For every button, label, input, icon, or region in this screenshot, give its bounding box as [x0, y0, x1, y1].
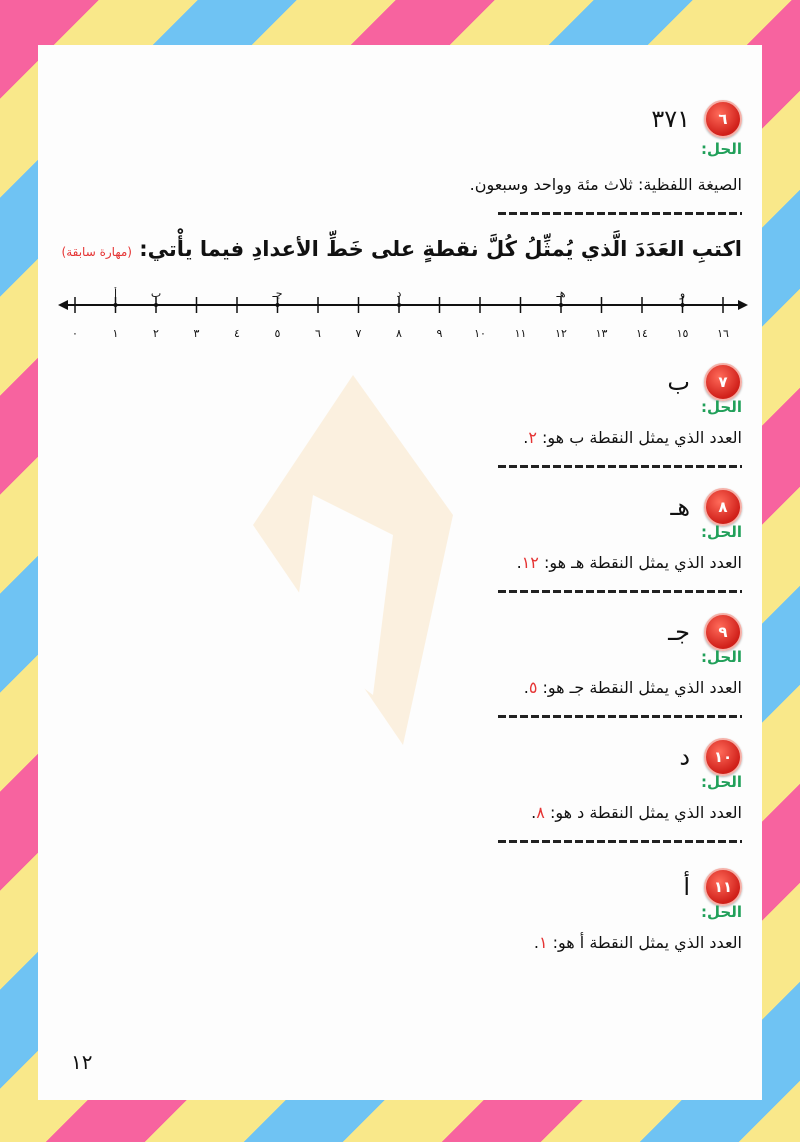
question-text: ب [667, 368, 690, 396]
instruction-text: اكتبِ العَدَدَ الَّذي يُمثِّلُ كُلَّ نقطةٍ على خَطِّ الأعدادِ فيما يأْتي: [139, 237, 742, 261]
point-label: جـ [272, 287, 283, 300]
answer-text [531, 803, 742, 822]
question-number-badge: ١٠ [704, 738, 742, 776]
dashed-separator [498, 840, 742, 843]
question-number-badge: ١١ [704, 868, 742, 906]
page-number: ١٢ [71, 1050, 93, 1074]
solution-label: الحل: [701, 648, 742, 666]
point-marker [559, 303, 563, 307]
skill-note: (مهارة سابقة) [61, 245, 132, 259]
question-text: جـ [668, 618, 690, 646]
answer-suffix: . [533, 933, 539, 952]
tick-label: ٦ [315, 327, 321, 340]
point-label: أ [113, 287, 118, 300]
answer-value: ٢ [528, 428, 537, 447]
dashed-separator [498, 465, 742, 468]
point-marker [681, 303, 685, 307]
point-marker [114, 303, 118, 307]
point-marker [276, 303, 280, 307]
tick-label: ٤ [234, 327, 240, 340]
answer-value: ١٢ [521, 553, 539, 572]
question-6-header [651, 100, 742, 138]
tick-label: ٠ [72, 327, 78, 340]
solution-label: الحل: [701, 903, 742, 921]
tick-label: ١٣ [595, 327, 608, 340]
answer-value: ٨ [536, 803, 545, 822]
answer-text [534, 933, 742, 952]
answer-prefix: العدد الذي يمثل النقطة أ هو: [552, 933, 742, 952]
answer-text [517, 553, 742, 572]
tick-label: ٩ [436, 327, 443, 340]
question-number-badge: ٨ [704, 488, 742, 526]
solution-label: الحل: [701, 523, 742, 541]
question-number-badge: ٧ [704, 363, 742, 401]
question-text: أ [683, 873, 690, 901]
question-7-header [667, 363, 742, 401]
tick-label: ٥ [274, 327, 281, 340]
question-8-header [670, 488, 742, 526]
answer-text [523, 428, 742, 447]
dashed-separator [498, 715, 742, 718]
point-marker [397, 303, 401, 307]
left-arrow-icon [58, 300, 68, 310]
answer-prefix: العدد الذي يمثل النقطة ب هو: [542, 428, 742, 447]
tick-label: ١ [112, 327, 119, 340]
tick-label: ٧ [355, 327, 362, 340]
question-text: ٣٧١ [651, 105, 690, 133]
tick-label: ١٤ [636, 327, 648, 340]
number-line [58, 287, 748, 347]
answer-text [524, 678, 742, 697]
answer-suffix: . [531, 803, 537, 822]
point-label: و [679, 287, 686, 300]
tick-label: ١٠ [474, 327, 486, 340]
question-number-badge: ٩ [704, 613, 742, 651]
tick-label: ١٢ [555, 327, 567, 340]
solution-label: الحل: [701, 140, 742, 158]
question-text: د [679, 743, 690, 771]
question-10-header [679, 738, 742, 776]
answer-prefix: العدد الذي يمثل النقطة جـ هو: [542, 678, 742, 697]
answer-prefix: العدد الذي يمثل النقطة د هو: [549, 803, 742, 822]
answer-suffix: . [523, 428, 529, 447]
question-number-badge: ٦ [704, 100, 742, 138]
question-11-header [683, 868, 742, 906]
point-marker [154, 303, 158, 307]
question-9-header [668, 613, 742, 651]
instruction [62, 237, 742, 261]
dashed-separator [498, 212, 742, 215]
tick-label: ١٦ [717, 327, 729, 340]
point-label: هـ [556, 287, 566, 300]
solution-label: الحل: [701, 773, 742, 791]
answer-suffix: . [516, 553, 522, 572]
point-label: ب [150, 287, 162, 300]
dashed-separator [498, 590, 742, 593]
tick-label: ٢ [153, 327, 159, 340]
worksheet-page [38, 45, 762, 1100]
answer-suffix: . [523, 678, 529, 697]
tick-label: ١١ [514, 327, 527, 340]
tick-label: ١٥ [676, 327, 689, 340]
tick-label: ٣ [193, 327, 200, 340]
tick-label: ٨ [396, 327, 402, 340]
question-text: هـ [670, 493, 690, 521]
right-arrow-icon [738, 300, 748, 310]
solution-label: الحل: [701, 398, 742, 416]
answer-value: ٥ [528, 678, 538, 697]
answer-value: ١ [538, 933, 548, 952]
answer-prefix: العدد الذي يمثل النقطة هـ هو: [543, 553, 742, 572]
answer-text: الصيغة اللفظية: ثلاث مئة وواحد وسبعون. [469, 175, 742, 194]
point-label: د [396, 287, 402, 300]
